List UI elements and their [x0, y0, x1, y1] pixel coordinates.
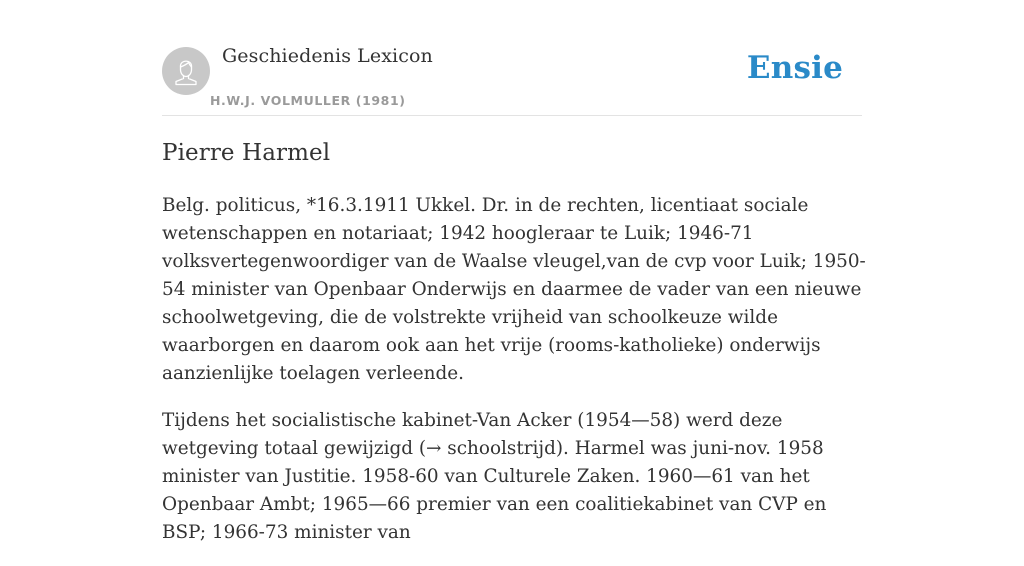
paragraph: Belg. politicus, *16.3.1911 Ukkel. Dr. in de rechten, licentiaat sociale wetenschappen en notariaat; 1942 hoogleraar te Luik; 1946-71 volksvertegenwoordiger van de Waalse vleugel,van de cvp voor Luik; 1950-54 minister van Openbaar Onderwijs en daarmee de vader van een nieuwe schoolwetgeving, die de volstrekte vrijheid van schoolkeuze wilde waarborgen en daarom ook aan het vrije (rooms-katholieke) onderwijs aanzienlijke toelagen verleende. — [162, 195, 866, 384]
paragraph: Tijdens het socialistische kabinet-Van Acker (1954—58) werd deze wetgeving totaal gewijzigd (→ schoolstrijd). Harmel was juni-nov. 1958 minister van Justitie. 1958-60 van Culturele Zaken. 1960—61 van het Openbaar Ambt; 1965—66 premier van een coalitiekabinet van CVP en BSP; 1966-73 minister van — [162, 410, 827, 543]
author-byline[interactable]: H.W.J. VOLMULLER (1981) — [210, 93, 406, 108]
book-title[interactable]: Geschiedenis Lexicon — [222, 45, 433, 67]
brand-logo[interactable]: Ensie — [746, 50, 843, 86]
article-body — [162, 192, 866, 566]
avatar — [162, 47, 210, 95]
user-icon — [162, 47, 210, 95]
header — [162, 0, 862, 116]
article-title: Pierre Harmel — [162, 140, 331, 166]
